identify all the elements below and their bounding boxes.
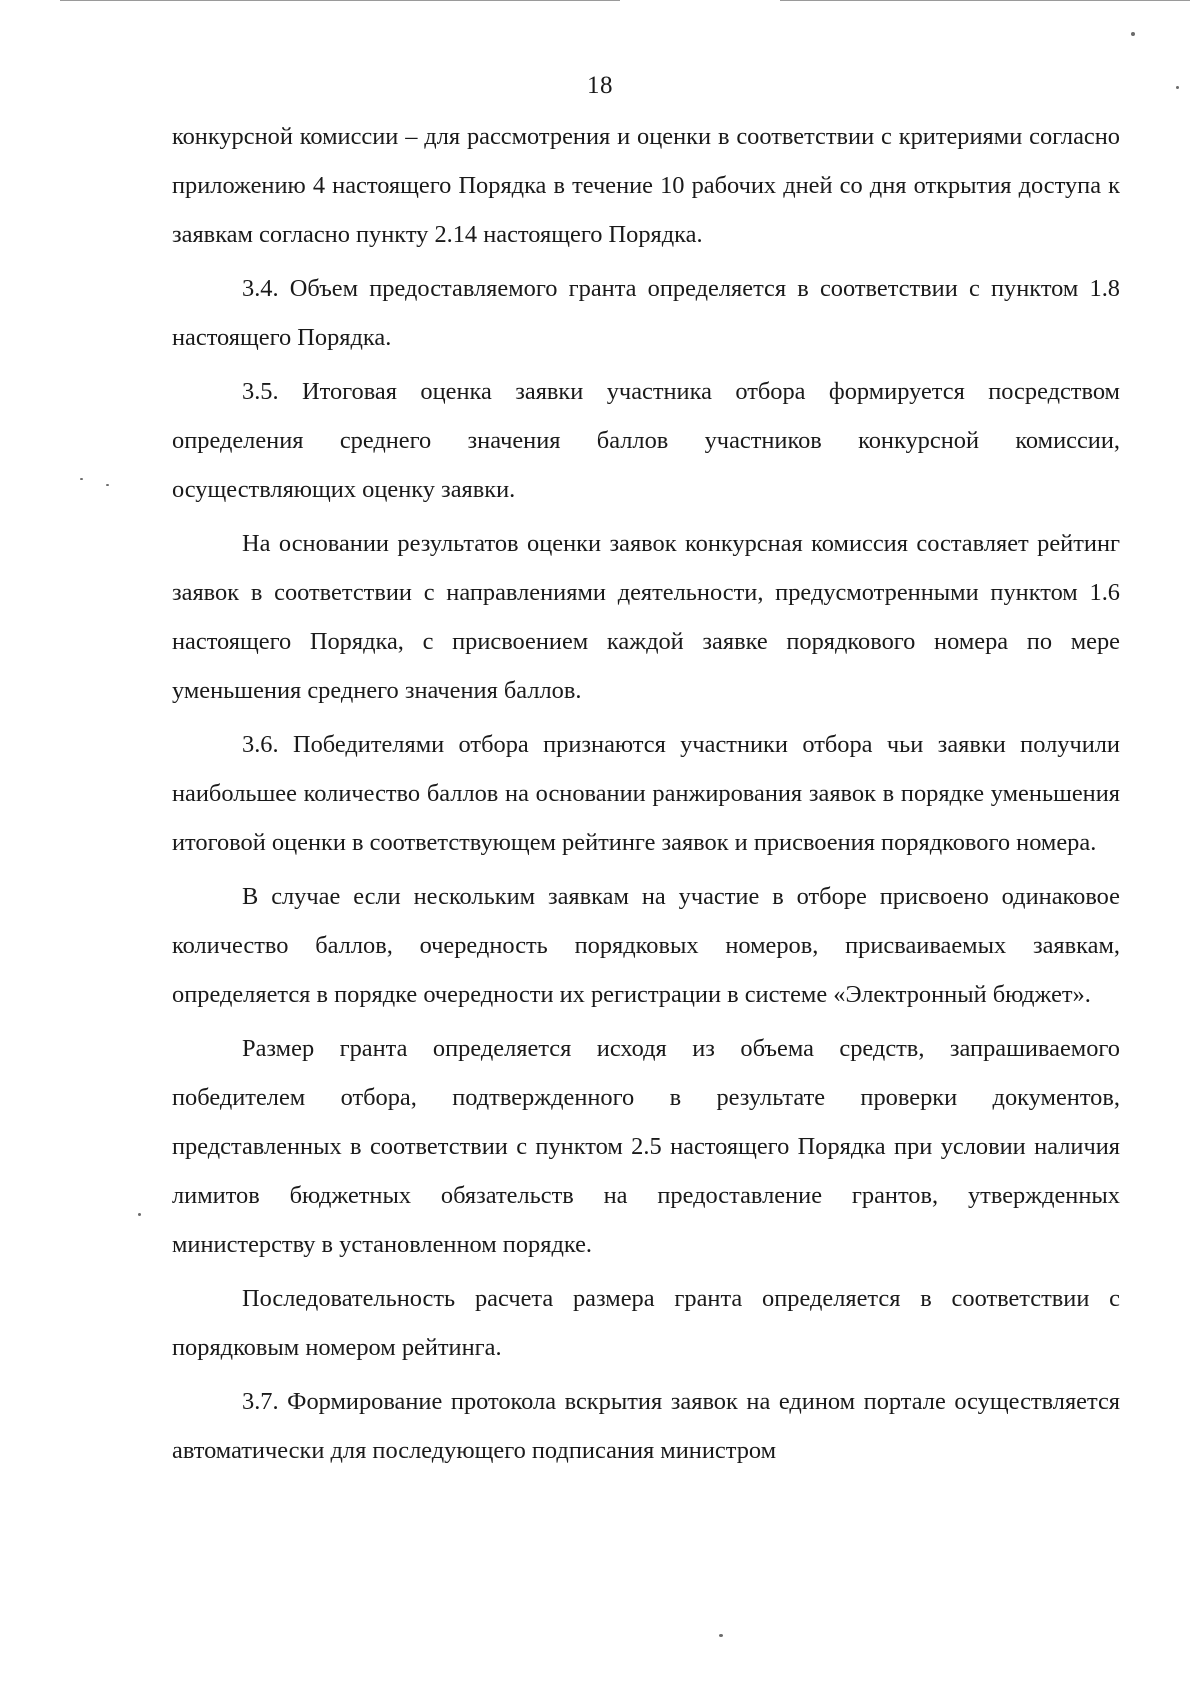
paragraph-rating: На основании результатов оценки заявок конкурсная комиссия составляет рейтинг заявок в соответствии с направлениями деятельности, предусмотренными пунктом 1.6 настоящего Порядка, с присвоением каждой заявке порядкового номера по мере уменьшения среднего значения баллов. xyxy=(172,530,1120,704)
paragraph-3-7: 3.7. Формирование протокола вскрытия заявок на едином портале осуществляется автоматически для последующего подписания министром xyxy=(172,1388,1120,1464)
paragraph-calculation-order: Последовательность расчета размера гранта определяется в соответствии с порядковым номером рейтинга. xyxy=(172,1285,1120,1361)
paragraph-grant-size: Размер гранта определяется исходя из объема средств, запрашиваемого победителем отбора, подтвержденного в результате проверки документов, представленных в соответствии с пунктом 2.5 настоящего Порядка при условии наличия лимитов бюджетных обязательств на предоставление грантов, утвержденных министерству в установленном порядке. xyxy=(172,1035,1120,1258)
scan-edge-line xyxy=(60,0,620,1)
paragraph-3-4: 3.4. Объем предоставляемого гранта определяется в соответствии с пунктом 1.8 настоящего Порядка. xyxy=(172,275,1120,351)
scan-dot xyxy=(1131,32,1135,36)
paragraph-commission-review: конкурсной комиссии – для рассмотрения и оценки в соответствии с критериями согласно приложению 4 настоящего Порядка в течение 10 рабочих дней со дня открытия доступа к заявкам согласно пункту 2.14 настоящего Порядка. xyxy=(172,123,1120,248)
paragraph-3-5: 3.5. Итоговая оценка заявки участника отбора формируется посредством определения среднего значения баллов участников конкурсной комиссии, осуществляющих оценку заявки. xyxy=(172,378,1120,503)
scan-dot xyxy=(80,478,83,480)
scan-dot xyxy=(719,1634,723,1637)
scan-dot xyxy=(138,1213,141,1216)
paragraph-3-6: 3.6. Победителями отбора признаются участники отбора чьи заявки получили наибольшее количество баллов на основании ранжирования заявок в порядке уменьшения итоговой оценки в соответствующем рейтинге заявок и присвоения порядкового номера. xyxy=(172,731,1120,856)
scan-dot xyxy=(106,484,109,486)
scan-edge-line xyxy=(780,0,1190,1)
paragraph-equal-scores: В случае если нескольким заявкам на участие в отборе присвоено одинаковое количество баллов, очередность порядковых номеров, присваиваемых заявкам, определяется в порядке очередности их регистрации в системе «Электронный бюджет». xyxy=(172,883,1120,1008)
document-body xyxy=(172,112,1120,1480)
page-number: 18 xyxy=(587,72,613,99)
